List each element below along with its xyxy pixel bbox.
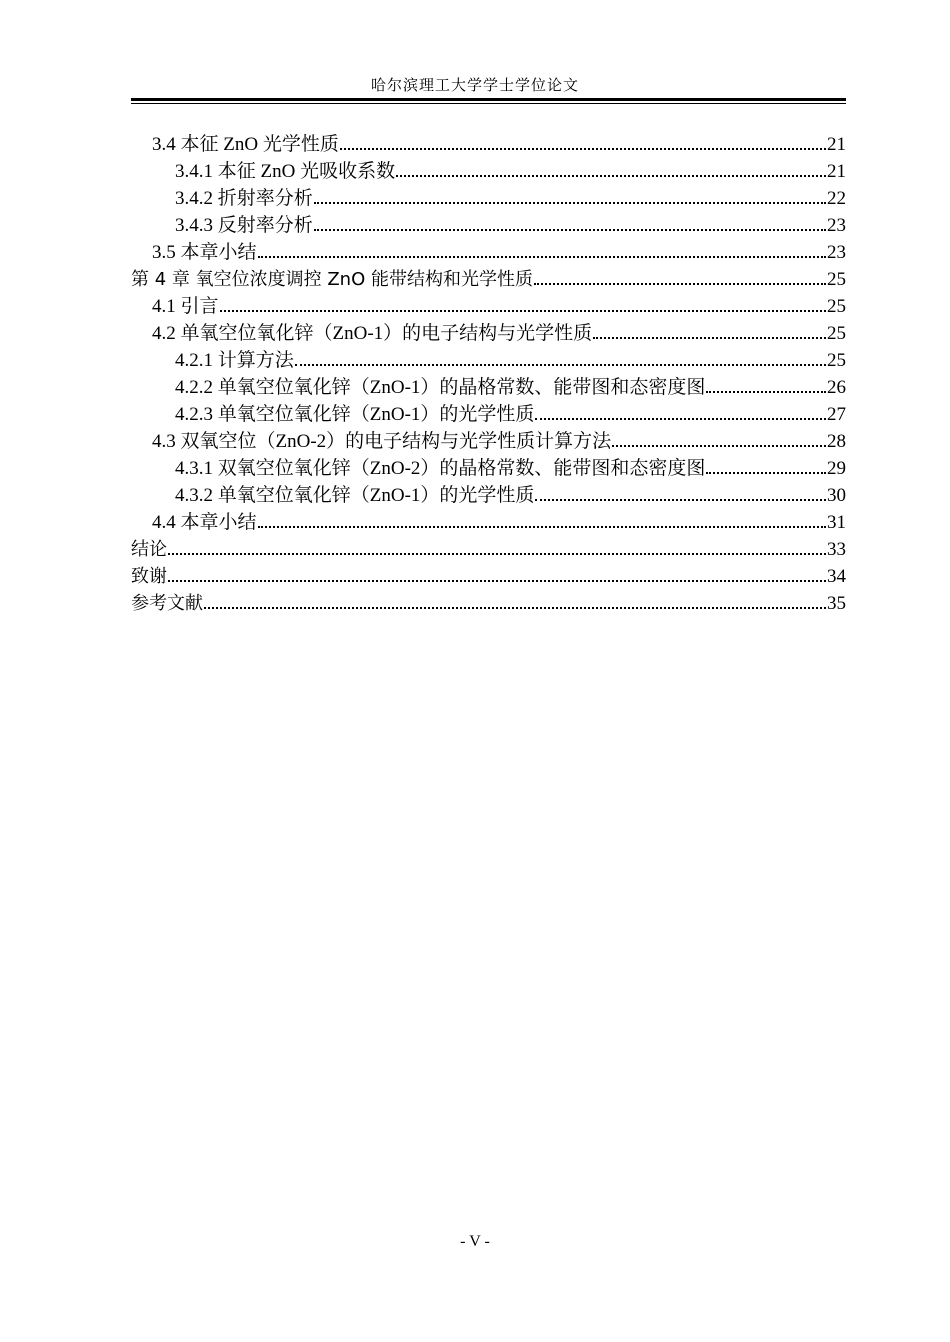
toc-dot-leader	[258, 526, 826, 528]
toc-entry-title: 致谢	[131, 566, 167, 587]
toc-entry-page: 21	[827, 161, 846, 182]
toc-entry-page: 21	[827, 134, 846, 155]
toc-entry-page: 30	[827, 485, 846, 506]
toc-entry-page: 22	[827, 188, 846, 209]
toc-entry-title: 3.4.1 本征 ZnO 光吸收系数	[175, 161, 396, 182]
toc-entry-title: 结论	[131, 539, 167, 560]
toc-chapter-entry[interactable]	[131, 536, 846, 563]
toc-dot-leader	[168, 553, 826, 555]
toc-entry-page: 23	[827, 215, 846, 236]
toc-entry[interactable]	[131, 347, 846, 374]
toc-entry-title: 4.4 本章小结	[152, 512, 257, 533]
toc-entry-page: 25	[827, 323, 846, 344]
toc-chapter-entry[interactable]	[131, 563, 846, 590]
toc-entry[interactable]	[131, 239, 846, 266]
toc-chapter-entry[interactable]	[131, 590, 846, 617]
toc-entry[interactable]	[131, 293, 846, 320]
toc-chapter-entry[interactable]	[131, 266, 846, 293]
toc-entry-page: 29	[827, 458, 846, 479]
page-number: - V -	[460, 1233, 490, 1250]
toc-dot-leader	[706, 391, 826, 393]
toc-entry-page: 33	[827, 539, 846, 560]
toc-entry-page: 25	[827, 296, 846, 317]
toc-entry-page: 31	[827, 512, 846, 533]
toc-dot-leader	[534, 283, 826, 285]
toc-entry-title: 4.2.2 单氧空位氧化锌（ZnO-1）的晶格常数、能带图和态密度图	[175, 377, 706, 398]
toc-dot-leader	[593, 337, 826, 339]
toc-entry[interactable]	[131, 320, 846, 347]
toc-entry-title: 4.3.1 双氧空位氧化锌（ZnO-2）的晶格常数、能带图和态密度图	[175, 458, 706, 479]
toc-entry-page: 28	[827, 431, 846, 452]
toc-entry-title: 3.4.2 折射率分析	[175, 188, 313, 209]
toc-entry-page: 23	[827, 242, 846, 263]
toc-dot-leader	[258, 256, 826, 258]
header-rule-thin	[131, 103, 846, 104]
toc-entry-title: 4.3 双氧空位（ZnO-2）的电子结构与光学性质计算方法	[152, 431, 612, 452]
toc-entry[interactable]	[131, 158, 846, 185]
toc-entry-page: 25	[827, 269, 846, 290]
toc-dot-leader	[396, 175, 826, 177]
toc-entry[interactable]	[131, 401, 846, 428]
toc-entry-page: 34	[827, 566, 846, 587]
toc-entry[interactable]	[131, 374, 846, 401]
toc-entry-page: 27	[827, 404, 846, 425]
toc-entry-title: 4.1 引言	[152, 296, 219, 317]
toc-entry-title: 4.2 单氧空位氧化锌（ZnO-1）的电子结构与光学性质	[152, 323, 593, 344]
toc-entry-title: 3.4.3 反射率分析	[175, 215, 313, 236]
header-rule-thick	[131, 98, 846, 101]
running-header-title: 哈尔滨理工大学学士学位论文	[370, 78, 579, 94]
toc-entry-title: 4.2.1 计算方法	[175, 350, 294, 371]
toc-dot-leader	[706, 472, 826, 474]
toc-entry-title: 3.4 本征 ZnO 光学性质	[152, 134, 339, 155]
toc-entry-title: 第 4 章 氧空位浓度调控 ZnO 能带结构和光学性质	[131, 269, 533, 290]
toc-entry[interactable]	[131, 428, 846, 455]
toc-dot-leader	[295, 364, 826, 366]
toc-entry-title: 3.5 本章小结	[152, 242, 257, 263]
toc-dot-leader	[612, 445, 826, 447]
toc-entry-page: 35	[827, 593, 846, 614]
toc-entry-title: 4.3.2 单氧空位氧化锌（ZnO-1）的光学性质	[175, 485, 535, 506]
table-of-contents	[131, 131, 846, 617]
toc-dot-leader	[340, 148, 826, 150]
toc-dot-leader	[314, 202, 826, 204]
toc-entry-page: 26	[827, 377, 846, 398]
toc-entry[interactable]	[131, 509, 846, 536]
toc-dot-leader	[168, 580, 826, 582]
toc-entry[interactable]	[131, 185, 846, 212]
toc-entry-title: 4.2.3 单氧空位氧化锌（ZnO-1）的光学性质	[175, 404, 535, 425]
toc-dot-leader	[535, 418, 826, 420]
toc-dot-leader	[535, 499, 826, 501]
toc-entry[interactable]	[131, 482, 846, 509]
toc-entry[interactable]	[131, 455, 846, 482]
toc-dot-leader	[204, 607, 826, 609]
toc-entry-page: 25	[827, 350, 846, 371]
toc-entry[interactable]	[131, 131, 846, 158]
toc-entry-title: 参考文献	[131, 593, 203, 614]
toc-dot-leader	[314, 229, 826, 231]
toc-dot-leader	[220, 310, 826, 312]
toc-entry[interactable]	[131, 212, 846, 239]
